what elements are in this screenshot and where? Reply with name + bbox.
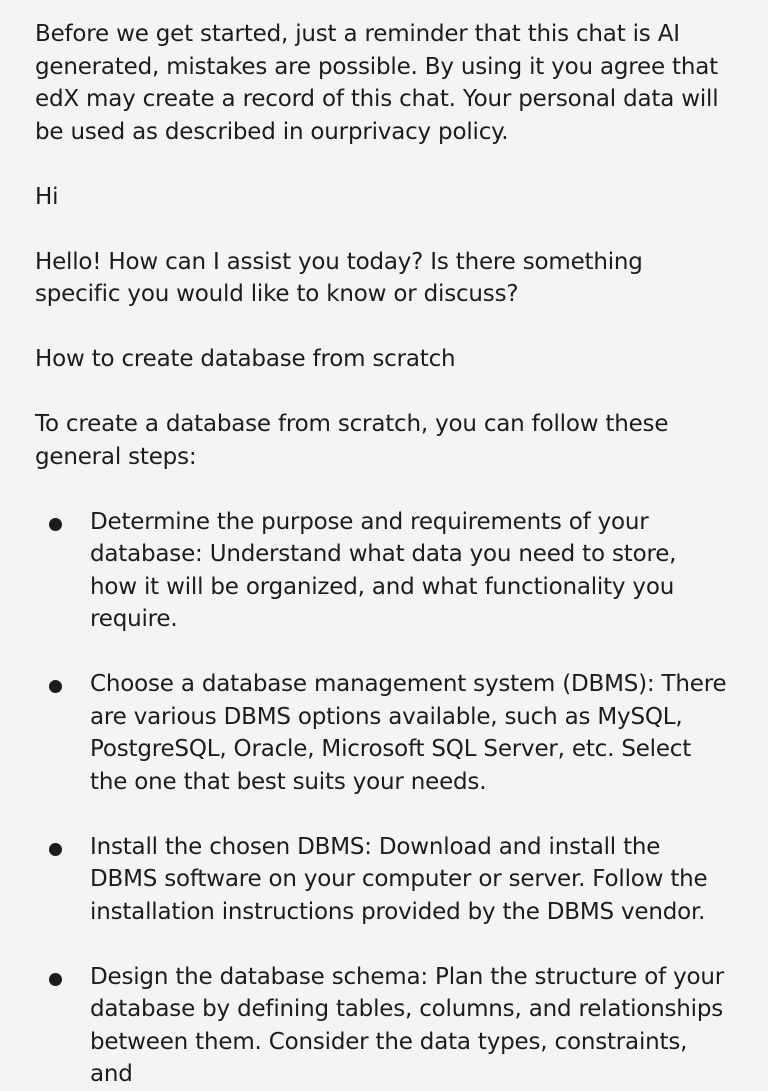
list-item bbox=[35, 961, 728, 1091]
step-text: Install the chosen DBMS: Download and install the DBMS software on your computer or server. Follow the installation instructions provided by the DBMS vendor. bbox=[90, 833, 708, 925]
step-text: Design the database schema: Plan the structure of your database by defining tables, columns, and relationships between them. Consider the data types, constraints, and bbox=[90, 963, 725, 1087]
user-message: Hi bbox=[35, 183, 59, 210]
list-item bbox=[35, 831, 728, 929]
assistant-message: Hello! How can I assist you today? Is there something specific you would like to know or discuss? bbox=[35, 248, 643, 307]
bullet-icon bbox=[49, 973, 62, 986]
assistant-message: To create a database from scratch, you can follow these general steps: bbox=[35, 411, 669, 470]
list-item bbox=[35, 506, 728, 636]
bullet-icon bbox=[49, 518, 62, 531]
step-text: Determine the purpose and requirements of your database: Understand what data you need to store, how it will be organized, and what functionality you require. bbox=[90, 508, 677, 632]
user-message: How to create database from scratch bbox=[35, 346, 456, 372]
step-text: Choose a database management system (DBMS): There are various DBMS options available, such as MySQL, PostgreSQL, Oracle, Microsoft SQL Server, etc. Select the one that best suits your needs. bbox=[90, 671, 727, 795]
list-item bbox=[35, 668, 728, 798]
bullet-icon bbox=[49, 843, 62, 856]
disclaimer-text: Before we get started, just a reminder that this chat is AI generated, mistakes are possible. By using it you agree that edX may create a record of this chat. Your personal data will be used as described in ourprivacy policy. bbox=[35, 21, 719, 145]
steps-list bbox=[35, 506, 728, 1091]
bullet-icon bbox=[49, 680, 62, 693]
